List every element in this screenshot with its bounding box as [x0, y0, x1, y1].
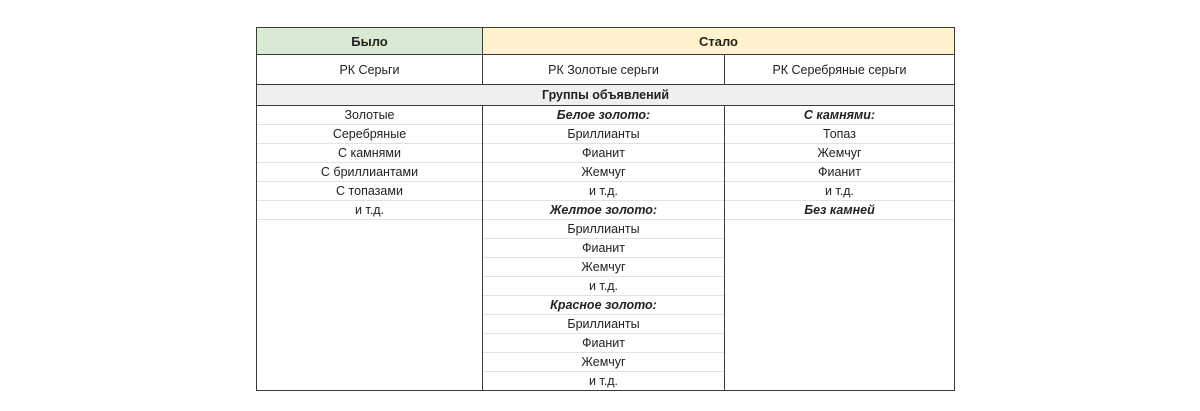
group-cell: С топазами — [257, 182, 482, 201]
group-subheading: С камнями: — [725, 106, 954, 125]
header-new: Стало — [483, 28, 954, 55]
group-cell: и т.д. — [483, 182, 724, 201]
group-cell: Бриллианты — [483, 125, 724, 144]
group-subheading: Белое золото: — [483, 106, 724, 125]
ad-groups-title: Группы объявлений — [257, 85, 954, 106]
group-cell: Жемчуг — [483, 163, 724, 182]
group-cell: Фианит — [483, 239, 724, 258]
group-cell: Золотые — [257, 106, 482, 125]
group-cell: С бриллиантами — [257, 163, 482, 182]
column-silver-groups — [725, 106, 954, 390]
campaign-old: РК Серьги — [257, 55, 483, 85]
group-cell: Жемчуг — [483, 353, 724, 372]
group-cell: Фианит — [483, 334, 724, 353]
group-cell: и т.д. — [257, 201, 482, 220]
group-cell: Топаз — [725, 125, 954, 144]
group-cell: Серебряные — [257, 125, 482, 144]
group-cell: и т.д. — [483, 277, 724, 296]
column-gold-groups — [483, 106, 725, 390]
group-cell: Бриллианты — [483, 315, 724, 334]
group-cell: Фианит — [725, 163, 954, 182]
group-cell: С камнями — [257, 144, 482, 163]
group-cell: Жемчуг — [483, 258, 724, 277]
group-subheading: Желтое золото: — [483, 201, 724, 220]
comparison-table — [256, 27, 955, 391]
column-old-groups — [257, 106, 483, 390]
group-cell: Жемчуг — [725, 144, 954, 163]
group-subheading: Без камней — [725, 201, 954, 220]
header-old: Было — [257, 28, 483, 55]
group-subheading: Красное золото: — [483, 296, 724, 315]
group-cell: и т.д. — [588, 374, 619, 388]
group-cell: и т.д. — [725, 182, 954, 201]
group-cell: Фианит — [483, 144, 724, 163]
campaign-silver: РК Серебряные серьги — [725, 55, 954, 85]
campaign-gold: РК Золотые серьги — [483, 55, 725, 85]
group-cell: Бриллианты — [483, 220, 724, 239]
